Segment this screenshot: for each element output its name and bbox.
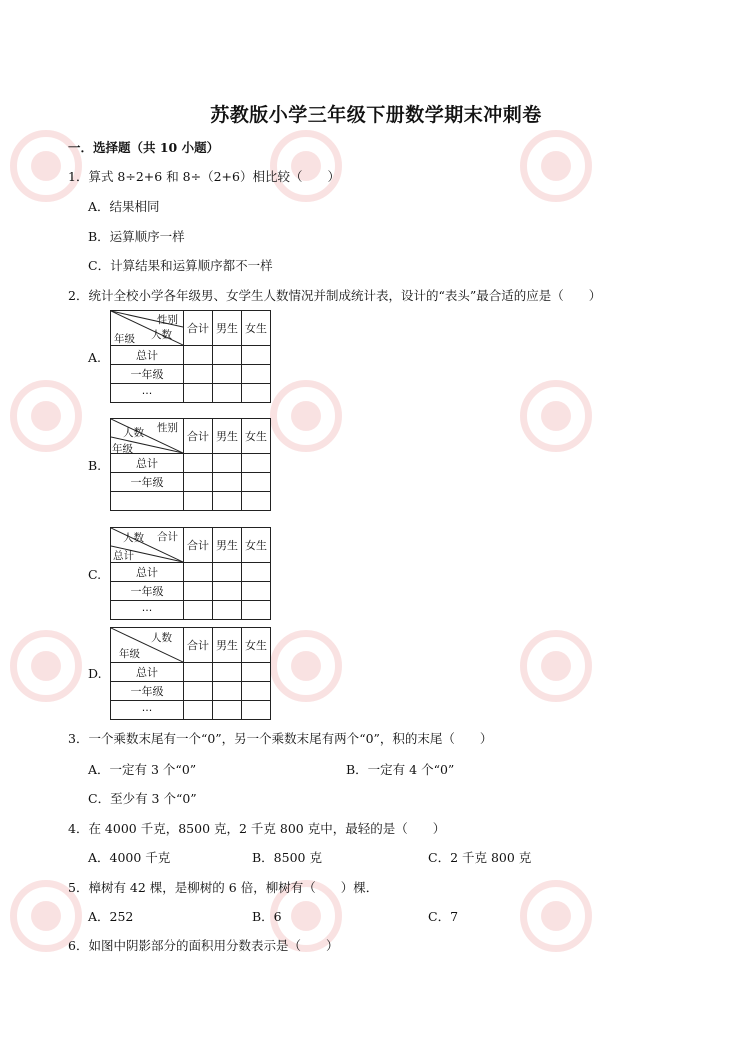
question-2-stem: 2．统计全校小学各年级男、女学生人数情况并制成统计表，设计的“表头”最合适的应是（ ） xyxy=(68,288,602,303)
option-a-table xyxy=(110,310,271,403)
question-3-stem: 3．一个乘数末尾有一个“0”，另一个乘数末尾有两个“0”，积的末尾（ ） xyxy=(68,731,493,746)
table-header-cell xyxy=(111,528,184,563)
column-header: 男生 xyxy=(213,311,242,346)
column-header: 合计 xyxy=(184,528,213,563)
column-header: 男生 xyxy=(213,419,242,454)
question-5-option-b: B．6 xyxy=(252,909,282,924)
row-label: 总计 xyxy=(111,563,184,582)
row-label: 一年级 xyxy=(111,582,184,601)
column-header: 女生 xyxy=(242,419,271,454)
question-3-option-c: C．至少有 3 个“0” xyxy=(88,791,197,806)
row-label xyxy=(111,492,184,511)
question-4-option-b: B．8500 克 xyxy=(252,850,322,865)
header-label: 合计 xyxy=(157,531,178,543)
column-header: 女生 xyxy=(242,528,271,563)
header-label: 人数 xyxy=(151,632,172,644)
row-label: 总计 xyxy=(111,663,184,682)
watermark-logo-icon xyxy=(270,130,342,202)
question-1-option-a: A．结果相同 xyxy=(88,199,160,214)
row-label: ··· xyxy=(111,701,184,720)
question-3-option-a: A．一定有 3 个“0” xyxy=(88,762,197,777)
question-1-option-c: C．计算结果和运算顺序都不一样 xyxy=(88,258,273,273)
column-header: 男生 xyxy=(213,528,242,563)
header-label: 性别 xyxy=(157,314,178,326)
row-label: 总计 xyxy=(111,454,184,473)
column-header: 合计 xyxy=(184,311,213,346)
table-header-cell xyxy=(111,419,184,454)
watermark-logo-icon xyxy=(10,380,82,452)
question-5-option-a: A．252 xyxy=(88,909,134,924)
column-header: 合计 xyxy=(184,628,213,663)
option-c-table xyxy=(110,527,271,620)
column-header: 合计 xyxy=(184,419,213,454)
section-heading: 一．选择题（共 10 小题） xyxy=(68,140,220,155)
watermark-logo-icon xyxy=(270,380,342,452)
option-a-label: A. xyxy=(88,350,102,365)
option-b-table xyxy=(110,418,271,511)
question-6-stem: 6．如图中阴影部分的面积用分数表示是（ ） xyxy=(68,938,339,953)
option-c-label: C. xyxy=(88,567,102,582)
row-label: 一年级 xyxy=(111,365,184,384)
option-b-label: B. xyxy=(88,458,102,473)
option-d-label: D. xyxy=(88,666,102,681)
watermark-logo-icon xyxy=(10,630,82,702)
question-4-option-a: A．4000 千克 xyxy=(88,850,171,865)
column-header: 男生 xyxy=(213,628,242,663)
table-header-cell xyxy=(111,628,184,663)
header-label: 总计 xyxy=(113,550,134,562)
row-label: 一年级 xyxy=(111,473,184,492)
header-label: 年级 xyxy=(114,333,135,345)
header-label: 人数 xyxy=(123,532,144,544)
question-5-stem: 5．樟树有 42 棵，是柳树的 6 倍，柳树有（ ）棵． xyxy=(68,880,379,895)
header-label: 年级 xyxy=(112,443,133,455)
watermark-logo-icon xyxy=(270,630,342,702)
watermark-logo-icon xyxy=(520,880,592,952)
watermark-logo-icon xyxy=(520,380,592,452)
question-4-stem: 4．在 4000 千克，8500 克，2 千克 800 克中，最轻的是（ ） xyxy=(68,821,446,836)
column-header: 女生 xyxy=(242,311,271,346)
row-label: 总计 xyxy=(111,346,184,365)
watermark-logo-icon xyxy=(520,130,592,202)
header-label: 人数 xyxy=(151,329,172,341)
page-title: 苏教版小学三年级下册数学期末冲刺卷 xyxy=(210,104,542,126)
question-3-option-b: B．一定有 4 个“0” xyxy=(346,762,455,777)
row-label: 一年级 xyxy=(111,682,184,701)
header-label: 年级 xyxy=(119,648,140,660)
question-4-option-c: C．2 千克 800 克 xyxy=(428,850,532,865)
question-5-option-c: C．7 xyxy=(428,909,459,924)
row-label: ··· xyxy=(111,601,184,620)
header-label: 性别 xyxy=(157,422,178,434)
option-d-table xyxy=(110,627,271,720)
header-label: 人数 xyxy=(123,427,144,439)
column-header: 女生 xyxy=(242,628,271,663)
row-label: ··· xyxy=(111,384,184,403)
question-1-option-b: B．运算顺序一样 xyxy=(88,229,185,244)
question-1-stem: 1．算式 8÷2+6 和 8÷（2+6）相比较（ ） xyxy=(68,169,340,184)
table-header-cell xyxy=(111,311,184,346)
watermark-logo-icon xyxy=(520,630,592,702)
